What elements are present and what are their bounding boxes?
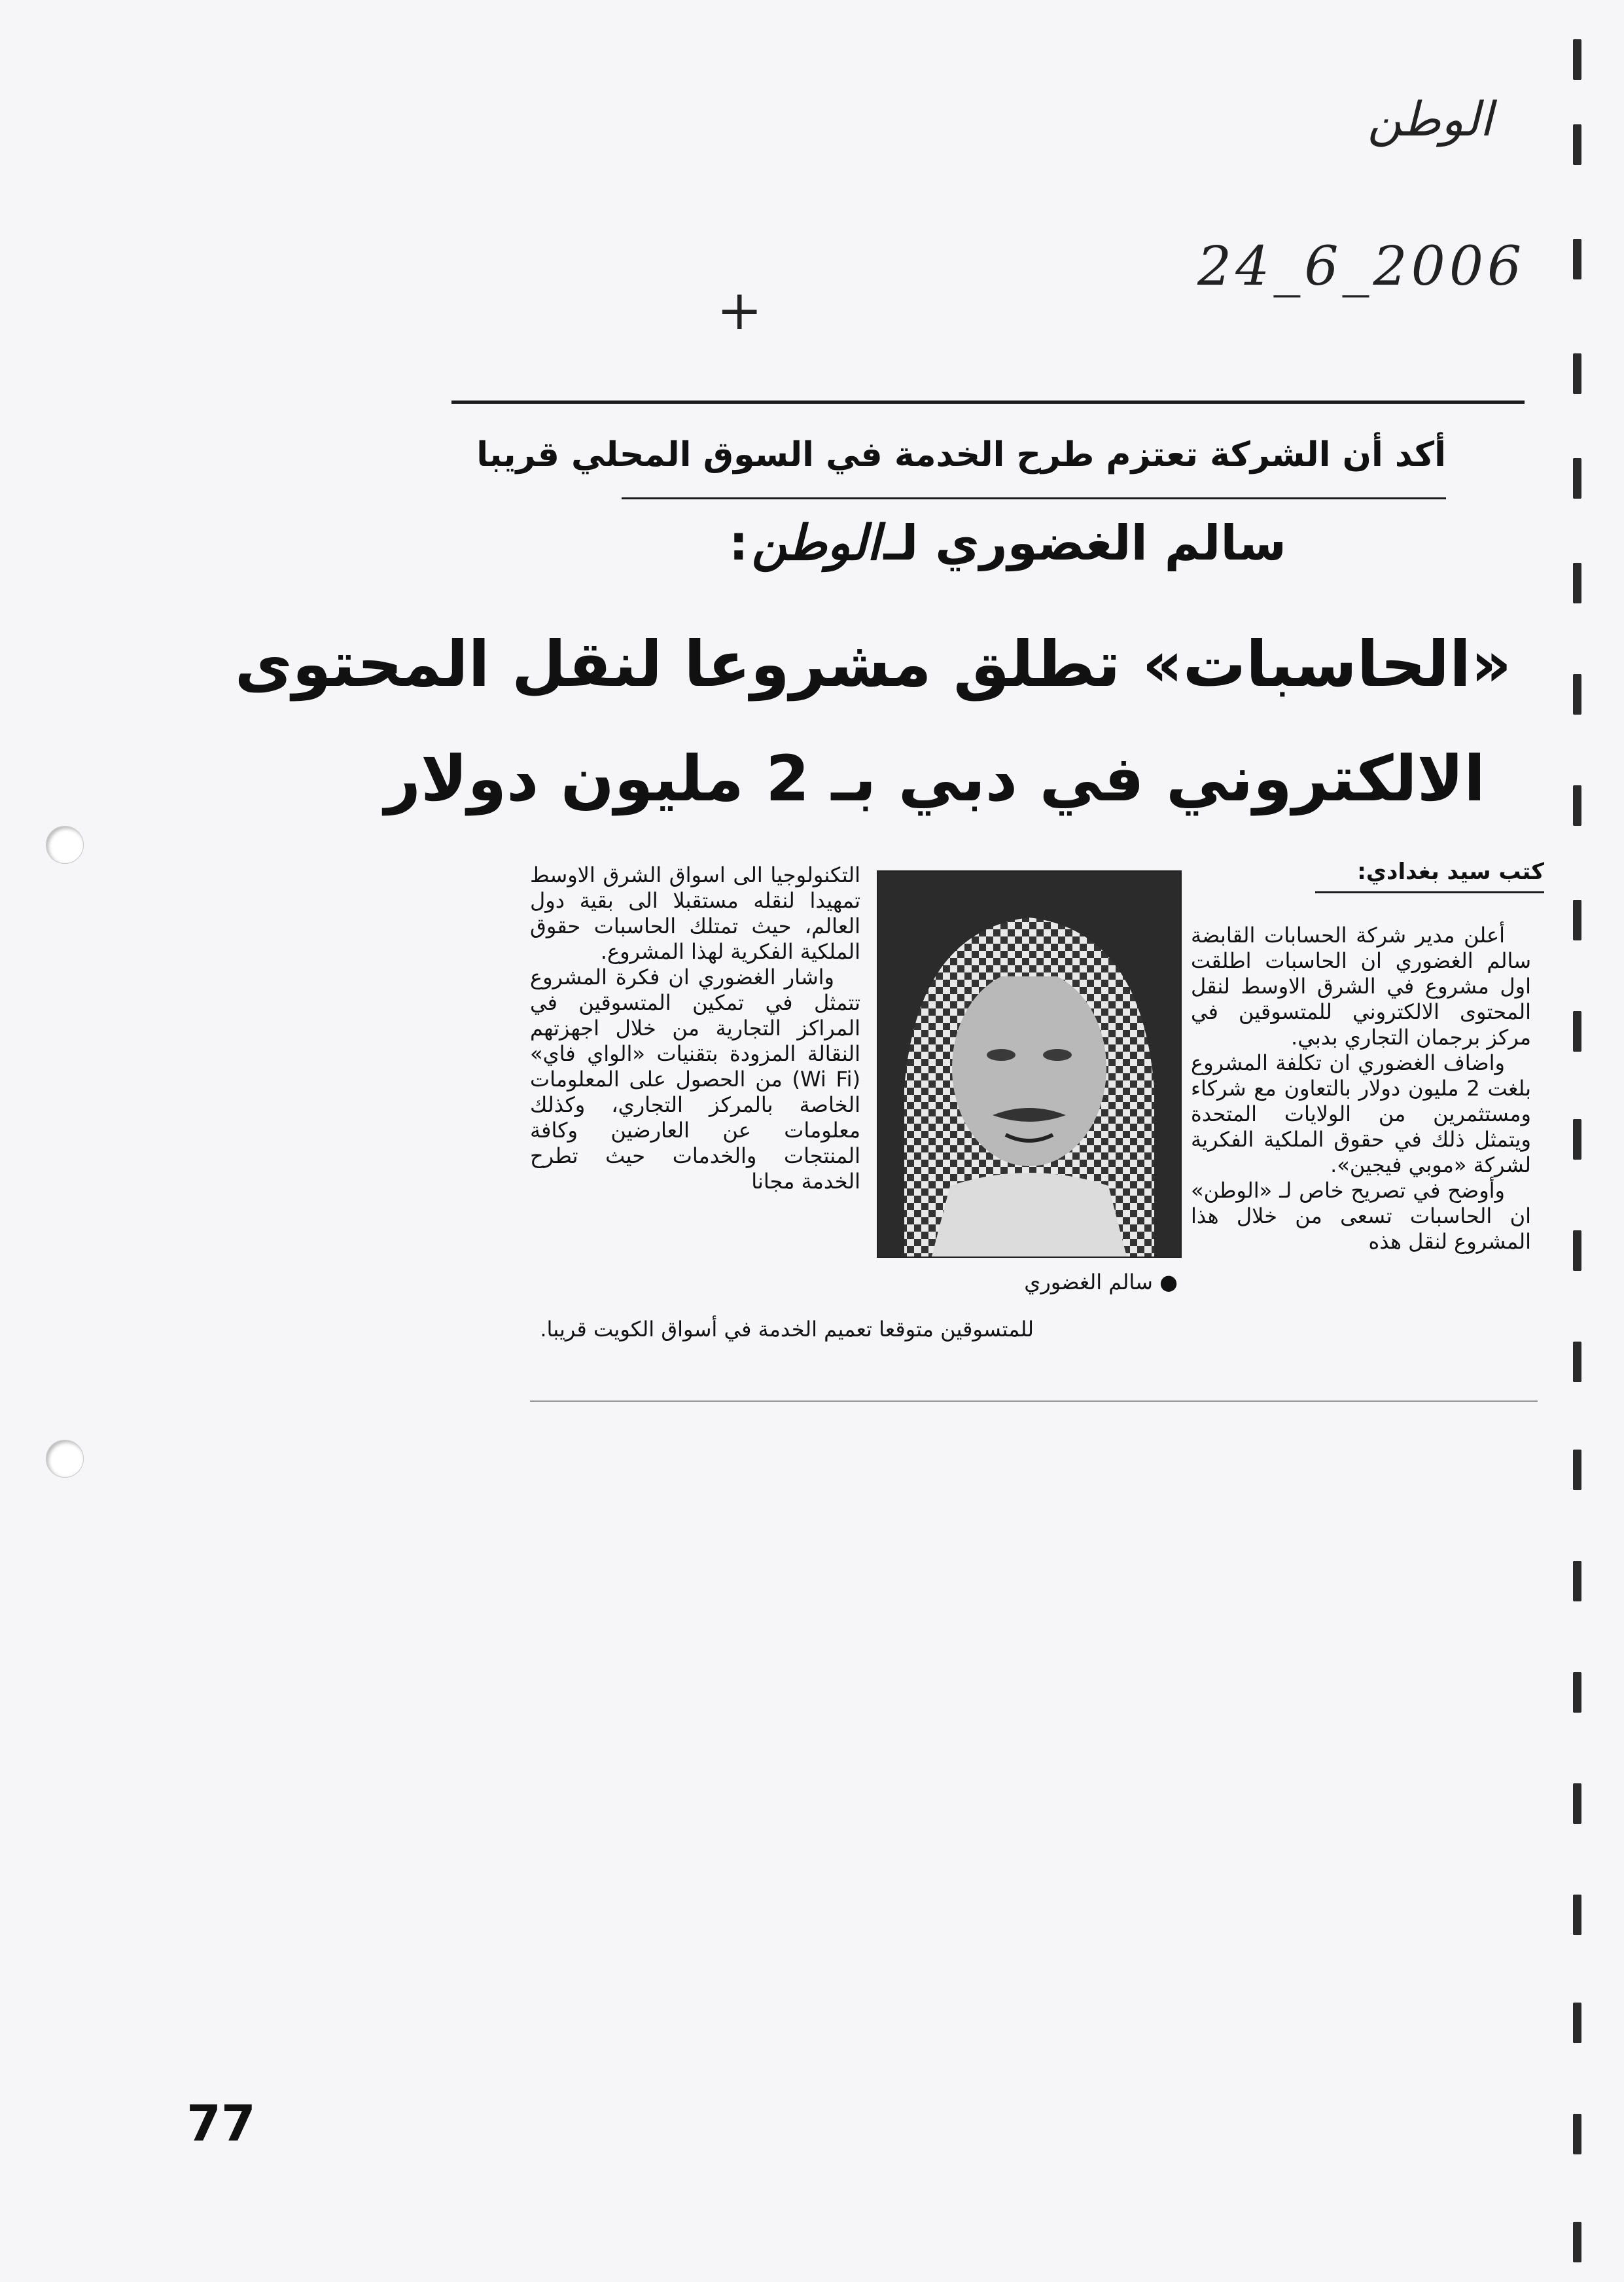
handwritten-source: الوطن — [1368, 92, 1493, 147]
page-number: 77 — [186, 2094, 256, 2152]
kicker-underline — [622, 497, 1446, 499]
binder-hole-bottom — [46, 1440, 84, 1478]
byline-underline — [1315, 891, 1544, 893]
bottom-paragraph: للمتسوقين متوقعا تعميم الخدمة في أسواق الكويت قريبا. — [540, 1317, 1034, 1342]
binder-hole-top — [46, 826, 84, 864]
handwritten-date: 24_6_2006 — [1197, 236, 1526, 298]
article-headline-line1: «الحاسبات» تطلق مشروعا لنقل المحتوى — [234, 628, 1511, 701]
right-paragraph-2: واضاف الغضوري ان تكلفة المشروع بلغت 2 مليون دولار بالتعاون مع شركاء ومستثمرين من الولايات المتحدة ويتمثل ذلك في حقوق الملكية الفكرية لشركة «موبي فيجين». — [1191, 1050, 1532, 1177]
article-headline-line2: الالكتروني في دبي بـ 2 مليون دولار — [384, 742, 1485, 815]
right-paragraph-1: أعلن مدير شركة الحسابات القابضة سالم الغضوري ان الحاسبات اطلقت اول مشروع في الشرق الاوسط لنقل المحتوى الالكتروني للمتسوقين في مركز برجمان التجاري بدبي. — [1191, 923, 1531, 1050]
article-photo — [877, 870, 1182, 1258]
right-paragraph-3: وأوضح في تصريح خاص لـ «الوطن» ان الحاسبات تسعى من خلال هذا المشروع لنقل هذه — [1191, 1178, 1531, 1254]
portrait-illustration — [878, 872, 1180, 1257]
handwritten-mark: + — [716, 278, 763, 342]
article-left-column — [530, 863, 860, 1194]
clipping-top-rule — [451, 401, 1525, 404]
subhead-logo: الوطن — [751, 515, 881, 571]
article-right-column — [1191, 923, 1531, 1255]
article-subhead: سالم الغضوري لـ الوطن : — [729, 515, 1286, 571]
subhead-name: سالم الغضوري لـ — [883, 515, 1286, 571]
article-byline: كتب سيد بغدادي: — [1357, 859, 1544, 885]
binder-strip — [1564, 0, 1603, 2282]
article-bottom-line — [530, 1317, 1034, 1342]
left-paragraph-2: واشار الغضوري ان فكرة المشروع تتمثل في تمكين المتسوقين في المراكز التجارية من خلال اجهزتهم النقالة المزودة بتقنيات «الواي فاي» (Wi Fi) من الحصول على المعلومات الخاصة بالمركز التجاري، وكذلك معلومات عن العارضين وكافة المنتجات والخدمات حيث تطرح الخدمة مجانا — [530, 965, 860, 1194]
article-kicker: أكد أن الشركة تعتزم طرح الخدمة في السوق المحلي قريبا — [476, 435, 1446, 474]
photo-caption: ● سالم الغضوري — [1024, 1270, 1178, 1294]
left-paragraph-1: التكنولوجيا الى اسواق الشرق الاوسط تمهيدا لنقله مستقبلا الى بقية دول العالم، حيث تمتلك الحاسبات حقوق الملكية الفكرية لهذا المشروع. — [530, 863, 860, 964]
clipping-bottom-rule — [530, 1400, 1538, 1402]
